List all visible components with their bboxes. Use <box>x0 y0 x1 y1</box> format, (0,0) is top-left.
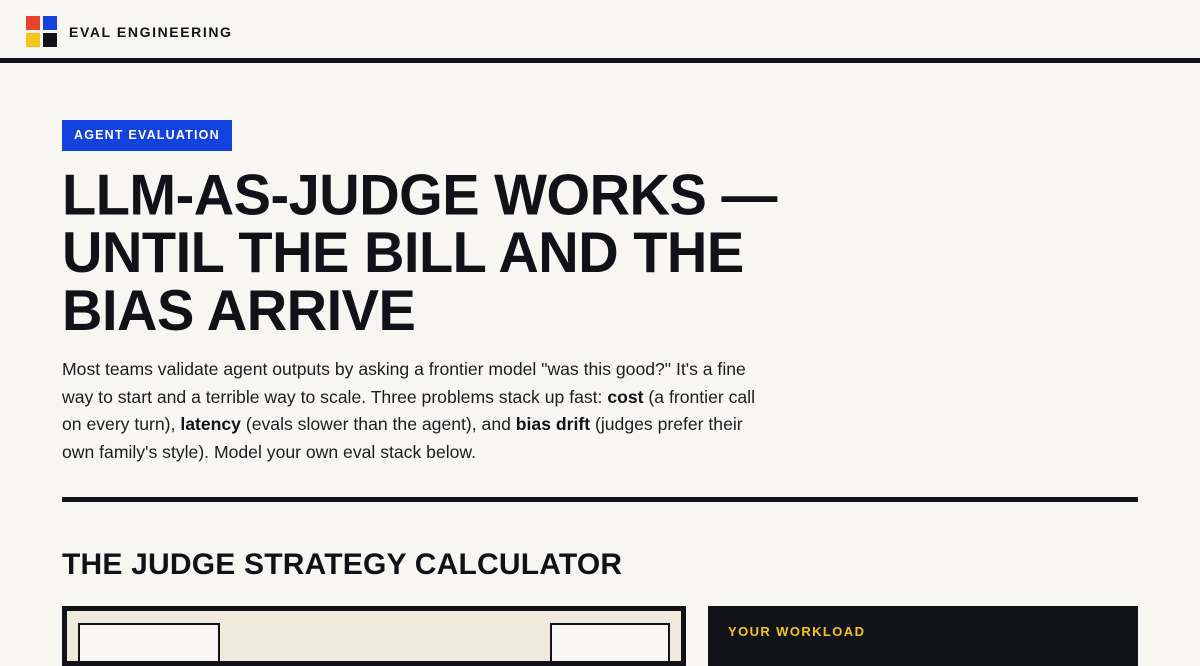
section-divider <box>62 497 1138 502</box>
intro-text-4: (judges prefer their own family's style). Model your own eval stack below. <box>62 414 743 462</box>
calculator-control-left[interactable] <box>78 623 220 663</box>
intro-bold-bias-drift: bias drift <box>515 414 591 434</box>
category-badge: AGENT EVALUATION <box>62 120 232 151</box>
brand-name: EVAL ENGINEERING <box>69 23 233 40</box>
logo-blue-square <box>43 16 57 30</box>
logo-icon <box>26 16 57 47</box>
intro-paragraph <box>62 356 762 466</box>
intro-text-3: (evals slower than the agent), and <box>240 414 516 434</box>
logo-red-square <box>26 16 40 30</box>
page-title: LLM-AS-JUDGE WORKS — UNTIL THE BILL AND THE BIAS ARRIVE <box>62 161 777 343</box>
intro-text-1: Most teams validate agent outputs by asking a frontier model "was this good?" It's a fine way to start and a terrible way to scale. Three problems stack up fast: <box>62 359 746 407</box>
brand-home-link[interactable] <box>26 16 233 47</box>
intro-text-2: (a frontier call on every turn), <box>62 386 755 434</box>
logo-black-square <box>43 33 57 47</box>
calculator-title: THE JUDGE STRATEGY CALCULATOR <box>62 548 623 581</box>
workload-label: YOUR WORKLOAD <box>728 624 866 639</box>
workload-panel <box>708 606 1138 666</box>
calculator-control-right[interactable] <box>550 623 670 663</box>
intro-bold-latency: latency <box>180 414 241 434</box>
site-header <box>0 0 1200 63</box>
calculator-panel <box>62 606 686 666</box>
logo-yellow-square <box>26 33 40 47</box>
intro-bold-cost: cost <box>607 386 644 407</box>
